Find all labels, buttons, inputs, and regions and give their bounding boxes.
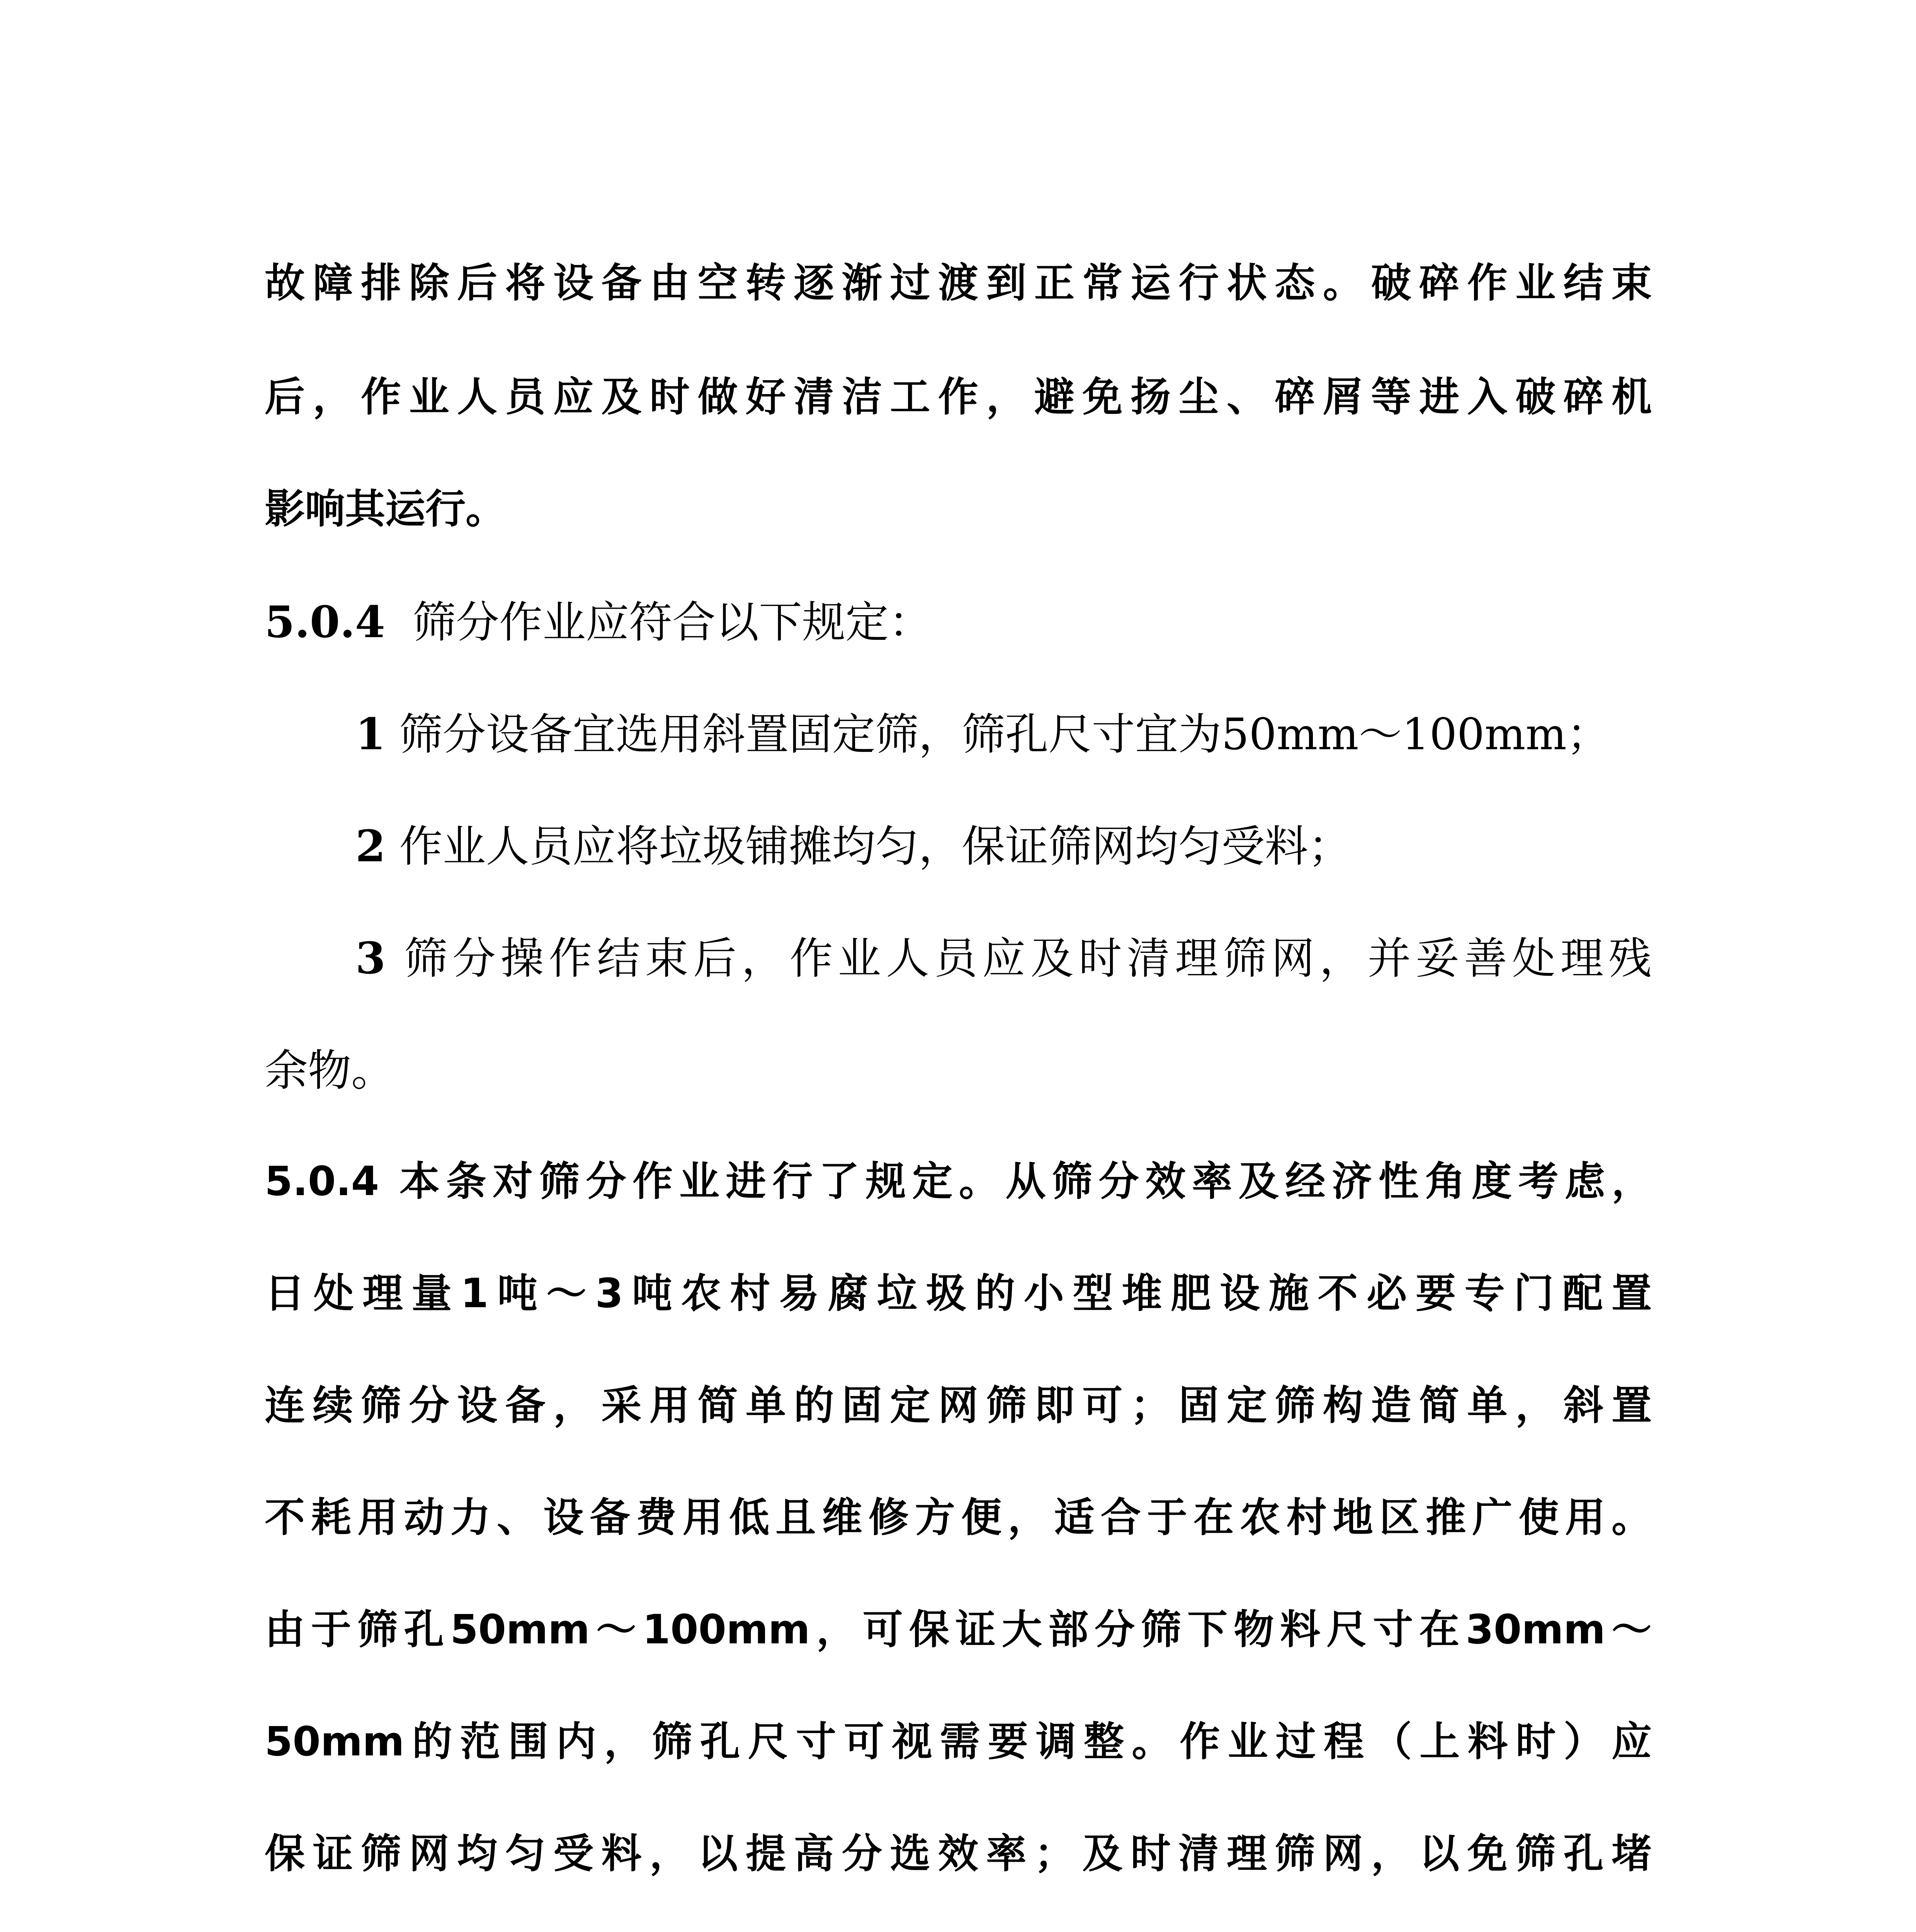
text: 后，作业人员应及时做好清洁工作，避免扬尘、碎屑等进入破碎机 bbox=[265, 373, 1652, 420]
text: 不耗用动力、设备费用低且维修方便，适合于在农村地区推广使用。 bbox=[265, 1494, 1652, 1541]
text: 连续筛分设备，采用简单的固定网筛即可；固定筛构造简单，斜置 bbox=[265, 1382, 1652, 1429]
explanation-line bbox=[265, 1830, 1652, 1877]
item-number: 1 bbox=[355, 709, 386, 760]
text: 5.0.4 本条对筛分作业进行了规定。从筛分效率及经济性角度考虑， bbox=[265, 1158, 1652, 1205]
text: 50mm的范围内，筛孔尺寸可视需要调整。作业过程（上料时）应 bbox=[265, 1718, 1652, 1765]
clause-number: 5.0.4 bbox=[265, 597, 385, 648]
list-item bbox=[355, 709, 1652, 760]
item-text: 筛分操作结束后，作业人员应及时清理筛网，并妥善处理残 bbox=[404, 934, 1652, 984]
explanation-line bbox=[265, 485, 1652, 532]
item-text: 作业人员应将垃圾铺摊均匀，保证筛网均匀受料； bbox=[399, 821, 1352, 872]
text: 故障排除后将设备由空转逐渐过渡到正常运行状态。破碎作业结束 bbox=[265, 259, 1652, 306]
item-number: 3 bbox=[355, 933, 386, 984]
item-number: 2 bbox=[355, 821, 386, 872]
clause-text: 筛分作业应符合以下规定： bbox=[412, 597, 932, 648]
explanation-line bbox=[265, 373, 1652, 420]
text: 保证筛网均匀受料，以提高分选效率；及时清理筛网，以免筛孔堵 bbox=[265, 1830, 1652, 1877]
item-text: 筛分设备宜选用斜置固定筛，筛孔尺寸宜为50mm～100mm； bbox=[399, 709, 1610, 760]
explanation-line bbox=[265, 1270, 1652, 1317]
list-item-continuation bbox=[265, 1046, 1652, 1096]
clause-heading bbox=[265, 597, 1652, 648]
explanation-line bbox=[265, 1494, 1652, 1541]
text: 余物。 bbox=[265, 1046, 394, 1096]
text: 由于筛孔50mm～100mm，可保证大部分筛下物料尺寸在30mm～ bbox=[265, 1606, 1652, 1653]
explanation-line bbox=[265, 1158, 1652, 1205]
explanation-line bbox=[265, 259, 1652, 306]
explanation-line bbox=[265, 1382, 1652, 1429]
text: 影响其运行。 bbox=[265, 485, 506, 532]
list-item bbox=[355, 821, 1652, 872]
explanation-line bbox=[265, 1718, 1652, 1765]
list-item bbox=[355, 933, 1652, 984]
text: 日处理量1吨～3吨农村易腐垃圾的小型堆肥设施不必要专门配置 bbox=[265, 1270, 1652, 1317]
explanation-line bbox=[265, 1606, 1652, 1653]
